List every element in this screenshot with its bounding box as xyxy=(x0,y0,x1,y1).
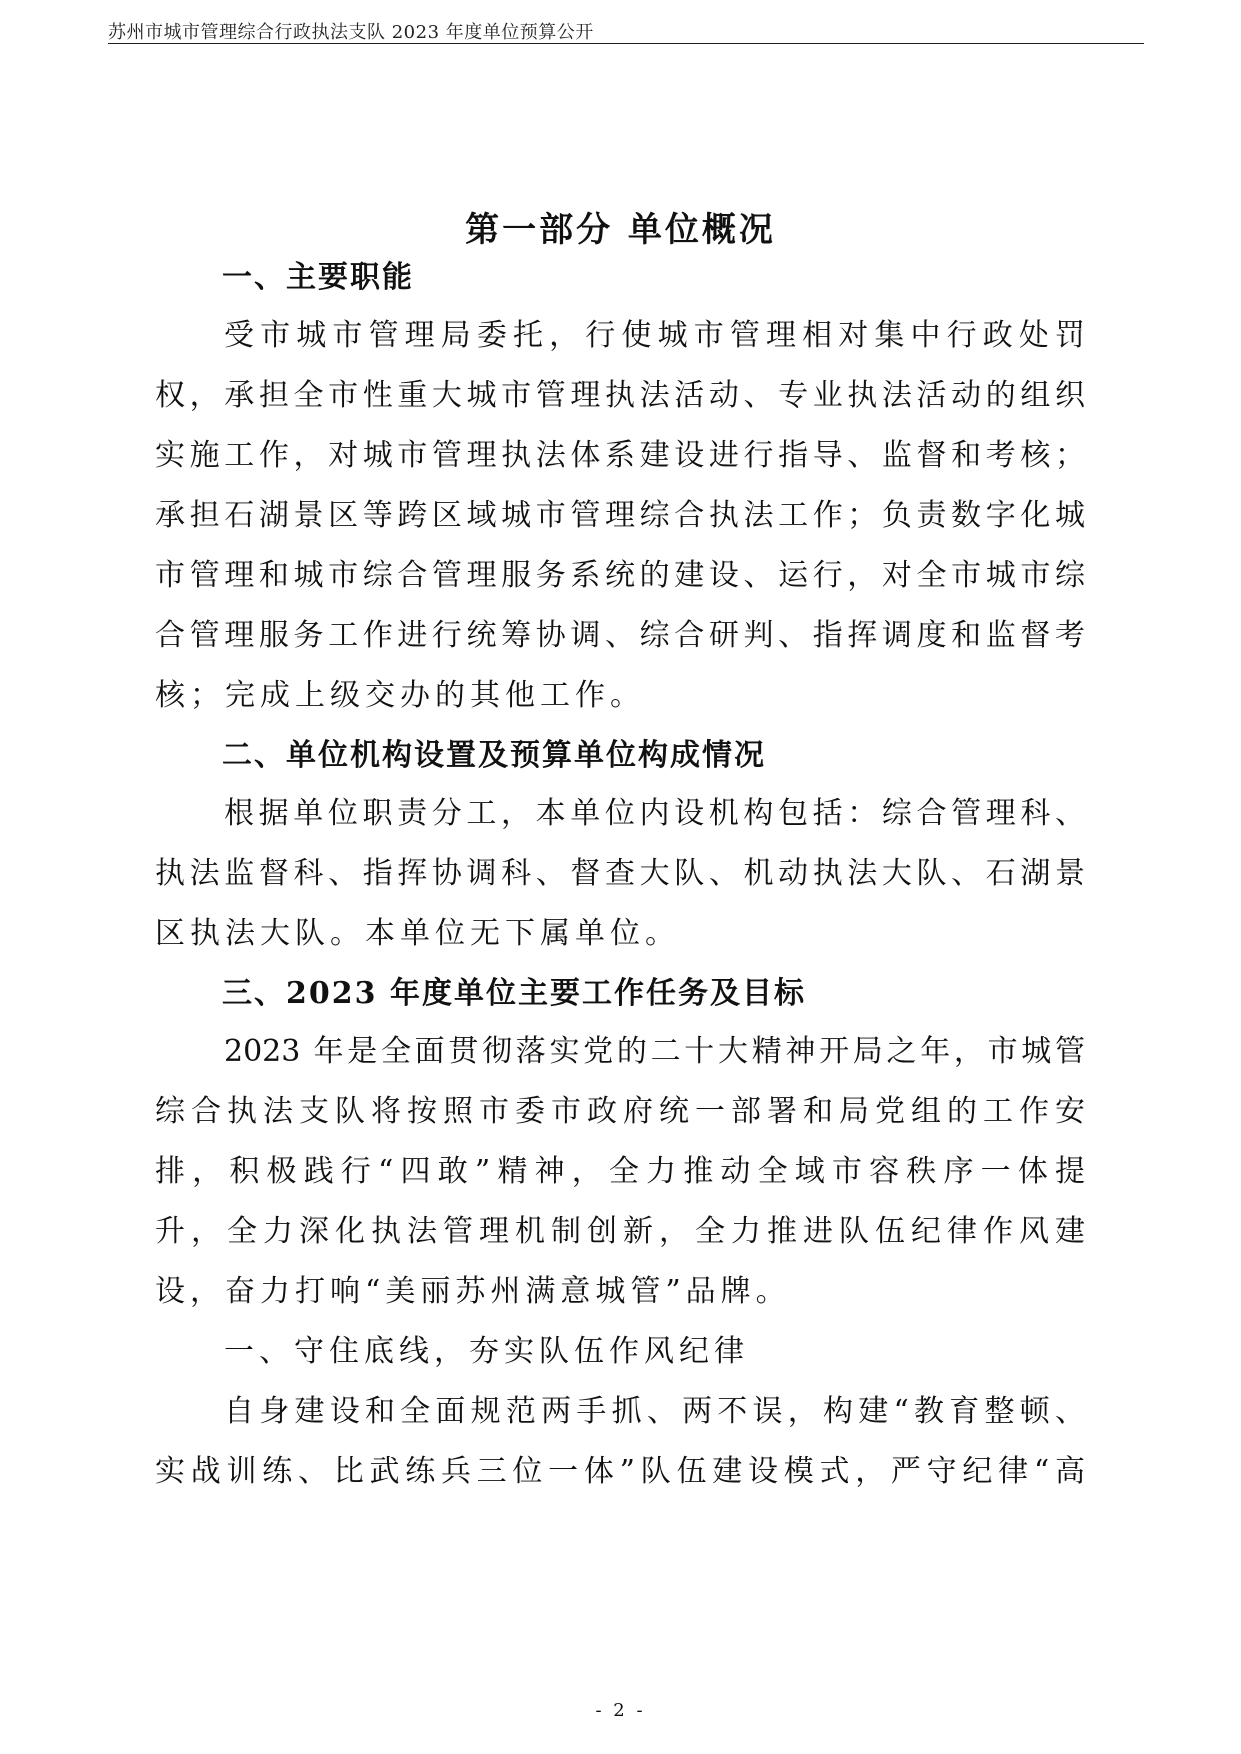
section-heading-main-functions: 一、主要职能 xyxy=(222,260,414,295)
paragraph-line: 排，积极践行“四敢”精神，全力推动全域市容秩序一体提 xyxy=(155,1154,1085,1189)
paragraph-line: 综合执法支队将按照市委市政府统一部署和局党组的工作安 xyxy=(155,1094,1085,1129)
paragraph-line: 实战训练、比武练兵三位一体”队伍建设模式，严守纪律“高 xyxy=(155,1454,1085,1489)
section-heading-tasks-goals: 三、2023 年度单位主要工作任务及目标 xyxy=(222,976,806,1011)
paragraph-line: 根据单位职责分工，本单位内设机构包括：综合管理科、 xyxy=(224,796,1085,831)
paragraph-line: 实施工作，对城市管理执法体系建设进行指导、监督和考核； xyxy=(155,438,1085,473)
subsection-heading: 一、守住底线，夯实队伍作风纪律 xyxy=(224,1334,749,1369)
page-number: - 2 - xyxy=(595,1700,646,1721)
running-header xyxy=(108,14,1144,44)
paragraph-line: 升，全力深化执法管理机制创新，全力推进队伍纪律作风建 xyxy=(155,1214,1085,1249)
paragraph-line: 核；完成上级交办的其他工作。 xyxy=(155,678,645,713)
paragraph-line: 受市城市管理局委托，行使城市管理相对集中行政处罚 xyxy=(224,318,1085,353)
page-title: 第一部分 单位概况 xyxy=(465,210,776,250)
paragraph-line: 设，奋力打响“美丽苏州满意城管”品牌。 xyxy=(155,1274,791,1309)
paragraph-line: 2023 年是全面贯彻落实党的二十大精神开局之年，市城管 xyxy=(224,1034,1085,1069)
paragraph-line: 市管理和城市综合管理服务系统的建设、运行，对全市城市综 xyxy=(155,558,1085,593)
paragraph-line: 承担石湖景区等跨区域城市管理综合执法工作；负责数字化城 xyxy=(155,498,1085,533)
running-header-title: 苏州市城市管理综合行政执法支队 2023 年度单位预算公开 xyxy=(108,22,594,43)
paragraph-line: 权，承担全市性重大城市管理执法活动、专业执法活动的组织 xyxy=(155,378,1085,413)
paragraph-line: 合管理服务工作进行统筹协调、综合研判、指挥调度和监督考 xyxy=(155,618,1085,653)
paragraph-line: 执法监督科、指挥协调科、督查大队、机动执法大队、石湖景 xyxy=(155,856,1085,891)
section-heading-organization: 二、单位机构设置及预算单位构成情况 xyxy=(222,738,766,773)
paragraph-line: 自身建设和全面规范两手抓、两不误，构建“教育整顿、 xyxy=(224,1394,1085,1429)
paragraph-line: 区执法大队。本单位无下属单位。 xyxy=(155,916,680,951)
